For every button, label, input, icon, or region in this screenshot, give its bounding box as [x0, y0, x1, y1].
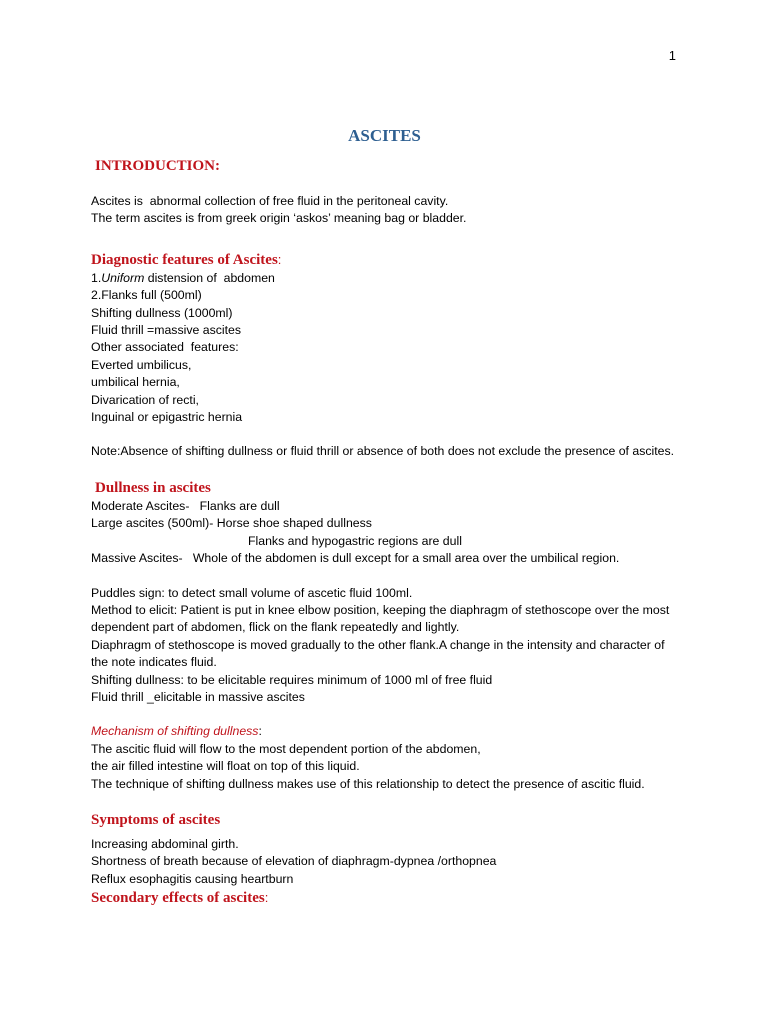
shifting-dullness-line: Shifting dullness: to be elicitable requires minimum of 1000 ml of free fluid	[91, 672, 493, 687]
fluid-thrill-line: Fluid thrill _elicitable in massive ascites	[91, 689, 305, 704]
symptom-line: Shortness of breath because of elevation of diaphragm-dypnea /orthopnea	[91, 854, 497, 869]
diagnostic-line: Shifting dullness (1000ml)	[91, 305, 233, 320]
dullness-line-2: Large ascites (500ml)- Horse shoe shaped dullness	[91, 516, 372, 531]
symptoms-heading: Symptoms of ascites	[91, 811, 221, 828]
secondary-heading-text: Secondary effects of ascites	[91, 890, 265, 907]
intro-line-2: The term ascites is from greek origin ‘askos’ meaning bag or bladder.	[91, 211, 467, 226]
secondary-heading-colon: :	[264, 890, 269, 906]
diagnostic-line: Inguinal or epigastric hernia	[91, 410, 243, 425]
introduction-heading	[91, 156, 678, 176]
diagnostic-line: Fluid thrill =massive ascites	[91, 323, 242, 338]
dullness-line-3: Flanks and hypogastric regions are dull	[248, 533, 462, 548]
page-number: 1	[668, 48, 676, 63]
mechanism-heading-text: Mechanism of shifting dullness	[91, 724, 259, 739]
document-body	[91, 124, 678, 908]
mechanism-heading-colon: :	[258, 724, 262, 739]
introduction-heading-colon: :	[215, 158, 221, 174]
dullness-heading: Dullness in ascites	[95, 479, 211, 496]
secondary-heading	[91, 888, 678, 908]
diagnostic-item-1-italic: Uniform	[101, 270, 145, 285]
dullness-line-1: Moderate Ascites- Flanks are dull	[91, 498, 280, 513]
diagnostic-line: 2.Flanks full (500ml)	[91, 288, 202, 303]
diagnostic-line: Divarication of recti,	[91, 392, 199, 407]
document-title: ASCITES	[348, 126, 421, 145]
diagnostic-line: Everted umbilicus,	[91, 357, 192, 372]
diagnostic-item-1-rest: distension of abdomen	[144, 270, 275, 285]
diagnostic-line: umbilical hernia,	[91, 375, 180, 390]
puddles-method: Method to elicit: Patient is put in knee elbow position, keeping the diaphragm of stethoscope over the most dependent part of abdomen, flick on the flank repeatedly and lightly.	[91, 602, 670, 635]
symptom-line: Reflux esophagitis causing heartburn	[91, 871, 294, 886]
symptom-line: Increasing abdominal girth.	[91, 836, 239, 851]
mechanism-line: The technique of shifting dullness makes use of this relationship to detect the presence of ascitic fluid.	[91, 776, 645, 791]
puddles-diaphragm: Diaphragm of stethoscope is moved gradually to the other flank.A change in the intensity and character of the note indicates fluid.	[91, 637, 665, 670]
diagnostic-heading	[91, 250, 678, 270]
diagnostic-heading-colon: :	[277, 251, 282, 267]
diagnostic-item-1-prefix: 1.	[91, 270, 102, 285]
dullness-line-4: Massive Ascites- Whole of the abdomen is dull except for a small area over the umbilical region.	[91, 551, 620, 566]
mechanism-heading	[91, 723, 678, 740]
mechanism-line: The ascitic fluid will flow to the most dependent portion of the abdomen,	[91, 741, 481, 756]
diagnostic-heading-text: Diagnostic features of Ascites	[91, 251, 278, 268]
diagnostic-note: Note:Absence of shifting dullness or fluid thrill or absence of both does not exclude the presence of ascites.	[91, 444, 675, 459]
intro-line-1: Ascites is abnormal collection of free fluid in the peritoneal cavity.	[91, 194, 449, 208]
puddles-sign: Puddles sign: to detect small volume of ascetic fluid 100ml.	[91, 585, 413, 600]
diagnostic-line: Other associated features:	[91, 340, 239, 355]
mechanism-line: the air filled intestine will float on top of this liquid.	[91, 759, 360, 774]
diagnostic-item-1	[91, 270, 678, 287]
introduction-heading-text: INTRODUCTION	[95, 158, 216, 174]
